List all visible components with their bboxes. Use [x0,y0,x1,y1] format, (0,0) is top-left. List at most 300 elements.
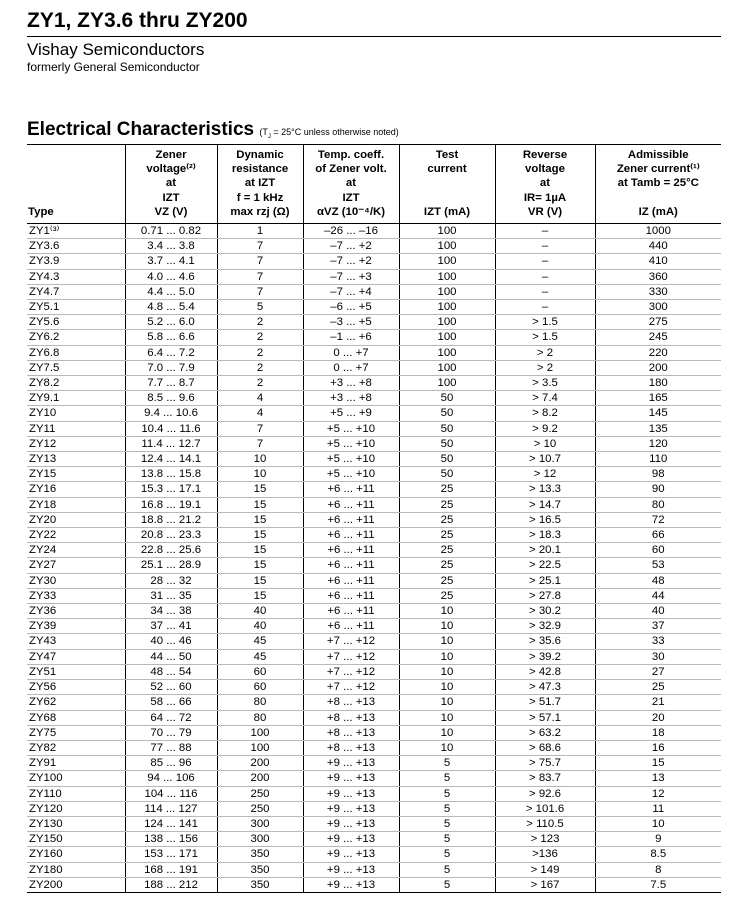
cell-reverse-voltage: > 92.6 [495,786,595,801]
cell-zener-voltage: 5.2 ... 6.0 [125,315,217,330]
table-row [27,512,721,527]
table-row [27,376,721,391]
cell-admissible-current: 9 [595,832,721,847]
cell-temp-coeff: +5 ... +10 [303,436,399,451]
cell-type: ZY62 [27,695,125,710]
cell-type: ZY3.6 [27,239,125,254]
cell-type: ZY51 [27,664,125,679]
cell-zener-voltage: 5.8 ... 6.6 [125,330,217,345]
cell-test-current: 25 [399,543,495,558]
cell-reverse-voltage: > 167 [495,877,595,892]
cell-reverse-voltage: > 2 [495,360,595,375]
cell-type: ZY6.2 [27,330,125,345]
cell-test-current: 25 [399,588,495,603]
cell-type: ZY13 [27,452,125,467]
company-name: Vishay Semiconductors [27,40,205,59]
cell-type: ZY130 [27,816,125,831]
table-row [27,269,721,284]
cell-temp-coeff: +3 ... +8 [303,391,399,406]
table-row [27,467,721,482]
cell-temp-coeff: +3 ... +8 [303,376,399,391]
cell-test-current: 25 [399,573,495,588]
table-row [27,664,721,679]
cell-reverse-voltage: > 63.2 [495,725,595,740]
cell-temp-coeff: +9 ... +13 [303,756,399,771]
cell-test-current: 100 [399,269,495,284]
cell-type: ZY8.2 [27,376,125,391]
cell-zener-voltage: 13.8 ... 15.8 [125,467,217,482]
cell-type: ZY120 [27,801,125,816]
cell-type: ZY3.9 [27,254,125,269]
cell-test-current: 10 [399,604,495,619]
cell-dynamic-resistance: 60 [217,664,303,679]
cell-zener-voltage: 40 ... 46 [125,634,217,649]
cell-admissible-current: 7.5 [595,877,721,892]
cell-dynamic-resistance: 1 [217,224,303,239]
cell-type: ZY160 [27,847,125,862]
cell-zener-voltage: 94 ... 106 [125,771,217,786]
cell-reverse-voltage: > 2 [495,345,595,360]
header-line: Test [435,148,459,161]
cell-test-current: 100 [399,284,495,299]
cell-type: ZY75 [27,725,125,740]
cell-zener-voltage: 3.7 ... 4.1 [125,254,217,269]
table-row [27,391,721,406]
cell-zener-voltage: 124 ... 141 [125,816,217,831]
cell-type: ZY27 [27,558,125,573]
cell-type: ZY33 [27,588,125,603]
cell-admissible-current: 11 [595,801,721,816]
cell-type: ZY9.1 [27,391,125,406]
header-line: at [165,177,177,190]
cell-admissible-current: 27 [595,664,721,679]
cell-dynamic-resistance: 2 [217,360,303,375]
cell-temp-coeff: 0 ... +7 [303,345,399,360]
table-row [27,573,721,588]
cell-reverse-voltage: > 1.5 [495,315,595,330]
cell-temp-coeff: +6 ... +11 [303,482,399,497]
table-row [27,543,721,558]
table-row [27,725,721,740]
header-line: IZT [342,191,360,204]
cell-zener-voltage: 22.8 ... 25.6 [125,543,217,558]
cell-dynamic-resistance: 80 [217,695,303,710]
cell-admissible-current: 53 [595,558,721,573]
cell-reverse-voltage: > 8.2 [495,406,595,421]
cell-admissible-current: 300 [595,300,721,315]
cell-type: ZY200 [27,877,125,892]
cell-temp-coeff: +6 ... +11 [303,558,399,573]
table-row [27,740,721,755]
header-line: resistance [231,163,289,176]
cell-admissible-current: 10 [595,816,721,831]
cell-dynamic-resistance: 200 [217,756,303,771]
cell-zener-voltage: 25.1 ... 28.9 [125,558,217,573]
header-line [28,176,124,190]
cell-type: ZY18 [27,497,125,512]
table-row [27,452,721,467]
cell-admissible-current: 21 [595,695,721,710]
header-reverse-voltage [495,145,595,224]
header-row [27,145,721,224]
cell-zener-voltage: 104 ... 116 [125,786,217,801]
cell-admissible-current: 44 [595,588,721,603]
cell-temp-coeff: +6 ... +11 [303,573,399,588]
header-line: of Zener volt. [315,163,387,176]
cell-temp-coeff: +9 ... +13 [303,832,399,847]
cell-temp-coeff: +7 ... +12 [303,634,399,649]
header-line: IR= 1µA [523,191,567,204]
table-row [27,801,721,816]
header-line: at IZT [244,177,276,190]
cell-temp-coeff: –7 ... +4 [303,284,399,299]
cell-type: ZY15 [27,467,125,482]
cell-reverse-voltage: > 35.6 [495,634,595,649]
header-line: Zener current⁽¹⁾ [616,163,700,176]
cell-zener-voltage: 153 ... 171 [125,847,217,862]
cell-admissible-current: 25 [595,680,721,695]
cell-temp-coeff: +5 ... +9 [303,406,399,421]
cell-dynamic-resistance: 15 [217,512,303,527]
cell-test-current: 5 [399,786,495,801]
cell-temp-coeff: –26 ... –16 [303,224,399,239]
header-line: at Tamb = 25°C [617,177,699,190]
cell-temp-coeff: +8 ... +13 [303,740,399,755]
cell-reverse-voltage: > 12 [495,467,595,482]
table-row [27,284,721,299]
cell-test-current: 5 [399,771,495,786]
table-row [27,558,721,573]
cell-reverse-voltage: > 149 [495,862,595,877]
cell-temp-coeff: +5 ... +10 [303,421,399,436]
cell-test-current: 5 [399,877,495,892]
cell-test-current: 5 [399,801,495,816]
cell-dynamic-resistance: 40 [217,604,303,619]
table-row [27,771,721,786]
cell-test-current: 100 [399,300,495,315]
header-line: at [345,177,357,190]
cell-zener-voltage: 77 ... 88 [125,740,217,755]
cell-test-current: 5 [399,816,495,831]
cell-zener-voltage: 15.3 ... 17.1 [125,482,217,497]
cell-dynamic-resistance: 15 [217,558,303,573]
cell-admissible-current: 20 [595,710,721,725]
table-row [27,649,721,664]
cell-test-current: 10 [399,680,495,695]
cell-admissible-current: 145 [595,406,721,421]
cell-type: ZY4.7 [27,284,125,299]
cell-reverse-voltage: > 22.5 [495,558,595,573]
table-row [27,497,721,512]
cell-type: ZY24 [27,543,125,558]
header-line: current [427,163,467,176]
cell-zener-voltage: 0.71 ... 0.82 [125,224,217,239]
header-line: IZT (mA) [423,205,471,218]
cell-reverse-voltage: > 13.3 [495,482,595,497]
cell-zener-voltage: 11.4 ... 12.7 [125,436,217,451]
cell-temp-coeff: +9 ... +13 [303,786,399,801]
cell-test-current: 5 [399,862,495,877]
table-row [27,345,721,360]
header-dynamic-resistance [217,145,303,224]
cell-dynamic-resistance: 300 [217,832,303,847]
cell-reverse-voltage: > 16.5 [495,512,595,527]
cell-temp-coeff: +6 ... +11 [303,619,399,634]
table-row [27,695,721,710]
cell-type: ZY56 [27,680,125,695]
cell-admissible-current: 90 [595,482,721,497]
cell-admissible-current: 220 [595,345,721,360]
cell-admissible-current: 440 [595,239,721,254]
cell-zener-voltage: 16.8 ... 19.1 [125,497,217,512]
header-zener-voltage [125,145,217,224]
cell-test-current: 25 [399,512,495,527]
cell-test-current: 25 [399,482,495,497]
cell-dynamic-resistance: 100 [217,725,303,740]
cell-zener-voltage: 48 ... 54 [125,664,217,679]
cell-temp-coeff: +5 ... +10 [303,467,399,482]
formerly-note: formerly General Semiconductor [27,60,200,74]
cell-zener-voltage: 34 ... 38 [125,604,217,619]
cell-type: ZY100 [27,771,125,786]
cell-reverse-voltage: > 18.3 [495,528,595,543]
table-row [27,588,721,603]
cell-admissible-current: 15 [595,756,721,771]
header-line: at [539,177,551,190]
cell-temp-coeff: +9 ... +13 [303,816,399,831]
cell-dynamic-resistance: 15 [217,497,303,512]
table-row [27,300,721,315]
table-row [27,330,721,345]
cell-reverse-voltage: > 10.7 [495,452,595,467]
cell-zener-voltage: 28 ... 32 [125,573,217,588]
cell-type: ZY22 [27,528,125,543]
cell-test-current: 10 [399,695,495,710]
table-row [27,254,721,269]
cell-test-current: 50 [399,452,495,467]
cell-temp-coeff: +6 ... +11 [303,543,399,558]
cell-admissible-current: 13 [595,771,721,786]
cell-admissible-current: 8 [595,862,721,877]
cell-admissible-current: 66 [595,528,721,543]
cell-test-current: 100 [399,254,495,269]
cell-reverse-voltage: > 68.6 [495,740,595,755]
cell-type: ZY20 [27,512,125,527]
section-title-text: Electrical Characteristics [27,119,255,140]
table-row [27,315,721,330]
cell-temp-coeff: +9 ... +13 [303,877,399,892]
table-header [27,145,721,224]
cell-dynamic-resistance: 2 [217,376,303,391]
cell-dynamic-resistance: 7 [217,421,303,436]
cell-test-current: 5 [399,756,495,771]
header-line: Reverse [522,148,568,161]
cell-test-current: 50 [399,467,495,482]
cell-temp-coeff: +9 ... +13 [303,771,399,786]
cell-type: ZY11 [27,421,125,436]
cell-zener-voltage: 8.5 ... 9.6 [125,391,217,406]
cell-test-current: 100 [399,345,495,360]
cell-zener-voltage: 7.7 ... 8.7 [125,376,217,391]
cell-dynamic-resistance: 7 [217,284,303,299]
cell-test-current: 10 [399,725,495,740]
cell-admissible-current: 110 [595,452,721,467]
cell-zener-voltage: 20.8 ... 23.3 [125,528,217,543]
cell-reverse-voltage: > 30.2 [495,604,595,619]
cell-zener-voltage: 188 ... 212 [125,877,217,892]
cell-temp-coeff: +6 ... +11 [303,497,399,512]
cell-reverse-voltage: – [495,284,595,299]
header-line: VR (V) [527,205,563,218]
cell-admissible-current: 120 [595,436,721,451]
cell-reverse-voltage: > 83.7 [495,771,595,786]
cell-type: ZY47 [27,649,125,664]
table-row [27,619,721,634]
header-line [28,162,124,176]
cell-type: ZY10 [27,406,125,421]
cell-test-current: 10 [399,649,495,664]
cell-type: ZY1⁽³⁾ [27,224,125,239]
cell-test-current: 50 [399,391,495,406]
cell-dynamic-resistance: 200 [217,771,303,786]
cell-reverse-voltage: – [495,269,595,284]
cell-reverse-voltage: > 123 [495,832,595,847]
header-line [401,176,494,190]
table-row [27,528,721,543]
cell-dynamic-resistance: 350 [217,862,303,877]
cell-test-current: 100 [399,315,495,330]
cell-admissible-current: 410 [595,254,721,269]
header-line [28,148,124,162]
header-line: Dynamic [236,148,284,161]
section-note: ($T_J = 25^\circ C$ unless otherwise noted) [259,127,399,140]
cell-dynamic-resistance: 10 [217,467,303,482]
header-admissible-current [595,145,721,224]
cell-type: ZY7.5 [27,360,125,375]
cell-zener-voltage: 6.4 ... 7.2 [125,345,217,360]
cell-zener-voltage: 12.4 ... 14.1 [125,452,217,467]
cell-zener-voltage: 85 ... 96 [125,756,217,771]
cell-temp-coeff: +8 ... +13 [303,725,399,740]
cell-temp-coeff: +6 ... +11 [303,588,399,603]
cell-temp-coeff: –3 ... +5 [303,315,399,330]
cell-zener-voltage: 168 ... 191 [125,862,217,877]
cell-type: ZY39 [27,619,125,634]
cell-reverse-voltage: > 42.8 [495,664,595,679]
cell-admissible-current: 37 [595,619,721,634]
cell-admissible-current: 165 [595,391,721,406]
cell-dynamic-resistance: 80 [217,710,303,725]
cell-temp-coeff: +6 ... +11 [303,512,399,527]
cell-admissible-current: 16 [595,740,721,755]
header-line: voltage⁽²⁾ [146,163,196,176]
cell-type: ZY30 [27,573,125,588]
cell-reverse-voltage: > 7.4 [495,391,595,406]
cell-zener-voltage: 31 ... 35 [125,588,217,603]
header-line [597,191,721,205]
cell-test-current: 50 [399,421,495,436]
cell-dynamic-resistance: 5 [217,300,303,315]
cell-dynamic-resistance: 15 [217,543,303,558]
cell-dynamic-resistance: 45 [217,634,303,649]
cell-admissible-current: 80 [595,497,721,512]
cell-dynamic-resistance: 2 [217,330,303,345]
cell-type: ZY4.3 [27,269,125,284]
cell-zener-voltage: 4.8 ... 5.4 [125,300,217,315]
cell-dynamic-resistance: 7 [217,269,303,284]
cell-zener-voltage: 18.8 ... 21.2 [125,512,217,527]
table-row [27,862,721,877]
table-row [27,786,721,801]
cell-admissible-current: 8.5 [595,847,721,862]
header-line: Admissible [627,148,689,161]
cell-reverse-voltage: > 1.5 [495,330,595,345]
cell-test-current: 25 [399,528,495,543]
cell-admissible-current: 12 [595,786,721,801]
cell-type: ZY150 [27,832,125,847]
cell-temp-coeff: –7 ... +2 [303,254,399,269]
header-temp-coeff [303,145,399,224]
cell-zener-voltage: 9.4 ... 10.6 [125,406,217,421]
cell-test-current: 100 [399,376,495,391]
cell-zener-voltage: 52 ... 60 [125,680,217,695]
cell-dynamic-resistance: 300 [217,816,303,831]
cell-reverse-voltage: > 9.2 [495,421,595,436]
cell-zener-voltage: 44 ... 50 [125,649,217,664]
cell-temp-coeff: +5 ... +10 [303,452,399,467]
cell-admissible-current: 33 [595,634,721,649]
header-line: αVZ (10⁻⁴/K) [316,205,386,218]
cell-temp-coeff: +8 ... +13 [303,695,399,710]
header-line: VZ (V) [154,205,188,218]
cell-type: ZY110 [27,786,125,801]
cell-temp-coeff: +7 ... +12 [303,664,399,679]
cell-type: ZY5.6 [27,315,125,330]
cell-zener-voltage: 64 ... 72 [125,710,217,725]
cell-reverse-voltage: > 57.1 [495,710,595,725]
table-row [27,710,721,725]
cell-admissible-current: 60 [595,543,721,558]
cell-reverse-voltage: > 101.6 [495,801,595,816]
cell-admissible-current: 30 [595,649,721,664]
cell-test-current: 10 [399,740,495,755]
cell-admissible-current: 360 [595,269,721,284]
header-line: voltage [525,163,565,176]
table-row [27,756,721,771]
header-line: Zener [155,148,187,161]
table-row [27,816,721,831]
cell-test-current: 25 [399,558,495,573]
cell-temp-coeff: +9 ... +13 [303,847,399,862]
cell-test-current: 5 [399,847,495,862]
cell-type: ZY16 [27,482,125,497]
cell-dynamic-resistance: 350 [217,847,303,862]
cell-dynamic-resistance: 7 [217,254,303,269]
cell-dynamic-resistance: 45 [217,649,303,664]
cell-reverse-voltage: > 20.1 [495,543,595,558]
cell-admissible-current: 40 [595,604,721,619]
cell-test-current: 100 [399,239,495,254]
table-row [27,634,721,649]
header-line: IZT [162,191,180,204]
cell-test-current: 50 [399,436,495,451]
cell-dynamic-resistance: 7 [217,436,303,451]
cell-dynamic-resistance: 10 [217,452,303,467]
cell-reverse-voltage: > 47.3 [495,680,595,695]
cell-zener-voltage: 138 ... 156 [125,832,217,847]
cell-type: ZY180 [27,862,125,877]
table-row [27,406,721,421]
